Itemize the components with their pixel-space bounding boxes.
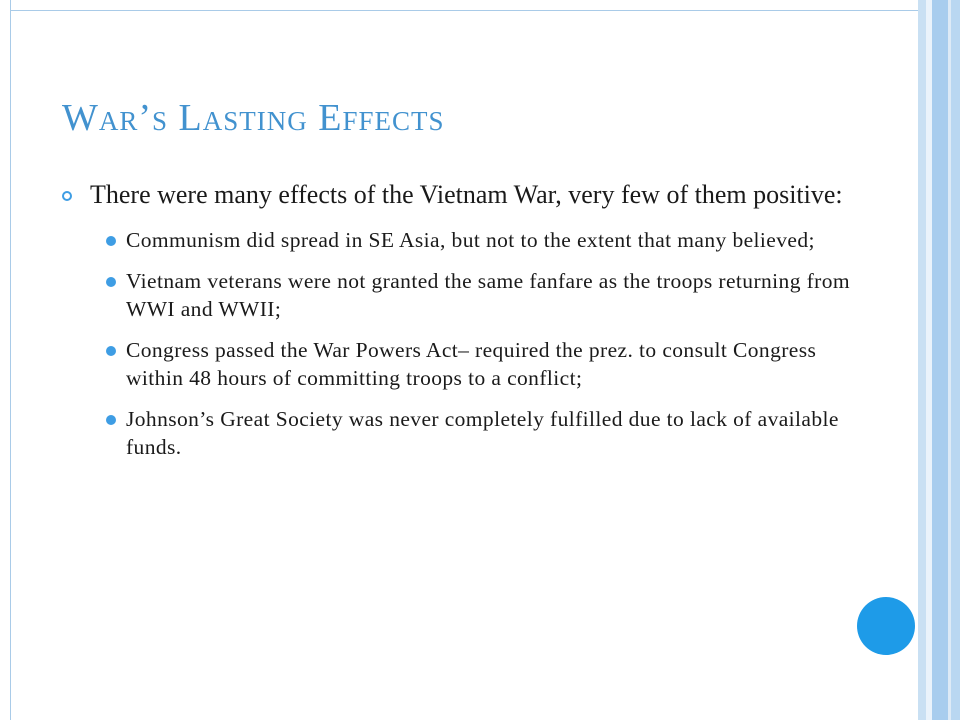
sub-bullet-text: Vietnam veterans were not granted the same fanfare as the troops returning from WWI and WWII;: [126, 269, 851, 321]
slide-body: [62, 178, 852, 474]
dot-bullet-icon: [106, 346, 116, 356]
decorative-stripe: [951, 0, 960, 720]
main-bullet: [62, 178, 852, 212]
sub-bullet-text: Communism did spread in SE Asia, but not to the extent that many believed;: [126, 228, 815, 252]
sub-bullet: [62, 336, 852, 392]
dot-bullet-icon: [106, 277, 116, 287]
frame-line-left: [10, 0, 11, 720]
sub-bullet: [62, 267, 852, 323]
decorative-stripe: [918, 0, 926, 720]
sub-bullet: [62, 405, 852, 461]
decorative-circle: [857, 597, 915, 655]
dot-bullet-icon: [106, 236, 116, 246]
ring-bullet-icon: [62, 191, 72, 201]
sub-bullet-text: Johnson’s Great Society was never completely fulfilled due to lack of available funds.: [126, 407, 839, 459]
main-bullet-text: There were many effects of the Vietnam War, very few of them positive:: [90, 180, 843, 209]
sub-bullet: [62, 226, 852, 254]
sub-bullet-text: Congress passed the War Powers Act– required the prez. to consult Congress within 48 hours of committing troops to a conflict;: [126, 338, 817, 390]
frame-line-top: [10, 10, 918, 11]
dot-bullet-icon: [106, 415, 116, 425]
slide-title: War’s Lasting Effects: [62, 97, 445, 139]
decorative-stripe: [932, 0, 948, 720]
